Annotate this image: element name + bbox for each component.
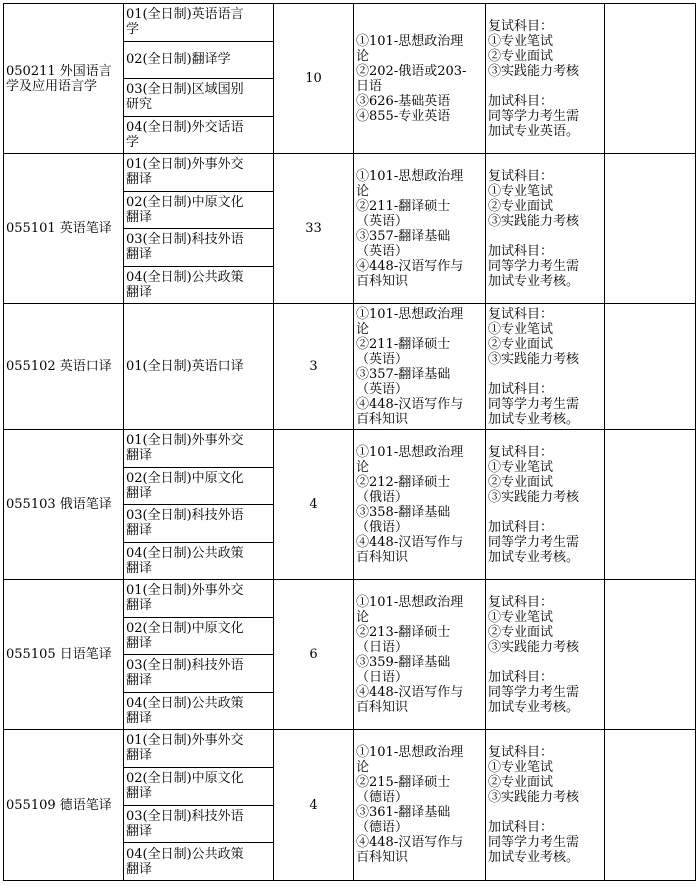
exam-subjects-cell bbox=[354, 730, 486, 881]
exam-subject-line: ④855-专业英语 bbox=[356, 108, 451, 124]
retest-line: ③实践能力考核 bbox=[488, 790, 580, 805]
enrollment-count: 10 bbox=[274, 4, 354, 154]
exam-subject-line: （日语） bbox=[356, 639, 409, 655]
extra-exam-line: 同等学力考生需 bbox=[488, 396, 580, 412]
table-row bbox=[4, 430, 696, 468]
exam-subject-line: （德语） bbox=[356, 790, 409, 805]
extra-exam-line: 加试专业考核。 bbox=[488, 850, 580, 865]
extra-exam-line: 同等学力考生需 bbox=[488, 108, 580, 124]
exam-subject-line: ③626-基础英语 bbox=[356, 93, 451, 109]
enrollment-count: 4 bbox=[274, 430, 354, 580]
extra-exam-line: 加试科目： bbox=[488, 519, 554, 535]
exam-subjects-cell bbox=[354, 430, 486, 580]
admissions-table bbox=[3, 3, 696, 881]
exam-subject-line: ①101-思想政治理 bbox=[356, 168, 464, 184]
extra-exam-line: 同等学力考生需 bbox=[488, 684, 580, 700]
retest-line: ②专业面试 bbox=[488, 775, 554, 790]
direction-text: 01(全日制)英语语言 bbox=[126, 7, 244, 23]
direction-text: 04(全日制)公共政策 bbox=[126, 695, 244, 711]
retest-line: 复试科目： bbox=[488, 306, 554, 322]
direction-text: 翻译 bbox=[126, 523, 153, 539]
extra-exam-line: 同等学力考生需 bbox=[488, 258, 580, 274]
extra-exam-line: 加试专业英语。 bbox=[488, 123, 580, 139]
spacer bbox=[488, 805, 602, 820]
retest-line: ③实践能力考核 bbox=[488, 351, 580, 367]
direction-cell bbox=[124, 266, 274, 304]
direction-text: 翻译 bbox=[126, 635, 153, 651]
direction-text: 翻译 bbox=[126, 861, 153, 877]
retest-line: 复试科目： bbox=[488, 444, 554, 460]
major-text: 055105 日语笔译 bbox=[6, 647, 112, 662]
direction-text: 翻译 bbox=[126, 673, 153, 689]
extra-exam-line: 加试专业考核。 bbox=[488, 699, 580, 715]
retest-line: 复试科目： bbox=[488, 18, 554, 34]
direction-text: 翻译 bbox=[126, 748, 153, 764]
retest-line: ②专业面试 bbox=[488, 474, 554, 490]
direction-text: 02(全日制)中原文化 bbox=[126, 771, 244, 787]
major-cell bbox=[4, 430, 124, 580]
direction-cell bbox=[124, 617, 274, 655]
retest-line: ③实践能力考核 bbox=[488, 213, 580, 229]
direction-text: 学 bbox=[126, 134, 140, 150]
exam-subject-line: （英语） bbox=[356, 243, 409, 259]
direction-text: 04(全日制)公共政策 bbox=[126, 545, 244, 561]
retest-line: ②专业面试 bbox=[488, 336, 554, 352]
direction-cell bbox=[124, 191, 274, 229]
direction-text: 翻译 bbox=[126, 172, 153, 188]
retest-line: ②专业面试 bbox=[488, 198, 554, 214]
exam-subjects-cell bbox=[354, 154, 486, 304]
exam-subject-line: ④448-汉语写作与 bbox=[356, 258, 464, 274]
exam-subject-line: （英语） bbox=[356, 213, 409, 229]
direction-text: 03(全日制)科技外语 bbox=[126, 808, 244, 824]
retest-cell bbox=[486, 304, 605, 430]
retest-line: 复试科目： bbox=[488, 745, 554, 760]
direction-text: 01(全日制)外事外交 bbox=[126, 433, 244, 449]
exam-subject-line: ③359-翻译基础 bbox=[356, 654, 451, 670]
extra-exam-line: 加试专业考核。 bbox=[488, 549, 580, 565]
retest-line: ①专业笔试 bbox=[488, 760, 554, 775]
major-text: 050211 外国语言 bbox=[6, 63, 112, 79]
retest-cell bbox=[486, 730, 605, 881]
major-text: 055101 英语笔译 bbox=[6, 221, 112, 236]
retest-cell bbox=[486, 580, 605, 730]
spacer bbox=[488, 505, 602, 520]
note-cell bbox=[605, 430, 696, 580]
exam-subject-line: （德语） bbox=[356, 820, 409, 835]
direction-text: 04(全日制)外交话语 bbox=[126, 119, 244, 135]
exam-subject-line: ②211-翻译硕士 bbox=[356, 198, 451, 214]
direction-text: 02(全日制)中原文化 bbox=[126, 470, 244, 486]
retest-line: ②专业面试 bbox=[488, 48, 554, 64]
major-text: 055103 俄语笔译 bbox=[6, 497, 112, 512]
note-cell bbox=[605, 4, 696, 154]
retest-line: 复试科目： bbox=[488, 594, 554, 610]
exam-subject-line: ②202-俄语或203- bbox=[356, 63, 467, 79]
exam-subject-line: 日语 bbox=[356, 78, 383, 94]
direction-cell bbox=[124, 767, 274, 805]
enrollment-count: 6 bbox=[274, 580, 354, 730]
direction-text: 02(全日制)翻译学 bbox=[126, 52, 231, 68]
exam-subject-line: （英语） bbox=[356, 351, 409, 367]
spacer bbox=[488, 79, 602, 94]
direction-cell bbox=[124, 805, 274, 843]
exam-subject-line: （日语） bbox=[356, 669, 409, 685]
direction-text: 01(全日制)外事外交 bbox=[126, 583, 244, 599]
table-row bbox=[4, 304, 696, 430]
direction-text: 01(全日制)外事外交 bbox=[126, 157, 244, 173]
exam-subject-line: ②212-翻译硕士 bbox=[356, 474, 451, 490]
major-text: 学及应用语言学 bbox=[6, 78, 98, 94]
enrollment-count: 33 bbox=[274, 154, 354, 304]
exam-subject-line: （英语） bbox=[356, 381, 409, 397]
exam-subject-line: 论 bbox=[356, 183, 370, 199]
direction-cell bbox=[124, 580, 274, 618]
exam-subject-line: ②215-翻译硕士 bbox=[356, 775, 451, 790]
major-cell bbox=[4, 304, 124, 430]
direction-cell bbox=[124, 229, 274, 267]
exam-subject-line: ④448-汉语写作与 bbox=[356, 684, 464, 700]
exam-subject-line: 百科知识 bbox=[356, 850, 409, 865]
exam-subject-line: ③357-翻译基础 bbox=[356, 228, 451, 244]
exam-subject-line: 百科知识 bbox=[356, 273, 409, 289]
exam-subject-line: ②213-翻译硕士 bbox=[356, 624, 451, 640]
retest-line: ①专业笔试 bbox=[488, 609, 554, 625]
major-text: 055109 德语笔译 bbox=[6, 797, 112, 813]
exam-subject-line: 论 bbox=[356, 609, 370, 625]
exam-subject-line: ③357-翻译基础 bbox=[356, 366, 451, 382]
extra-exam-line: 加试科目： bbox=[488, 93, 554, 109]
exam-subject-line: ④448-汉语写作与 bbox=[356, 396, 464, 412]
direction-cell bbox=[124, 430, 274, 468]
extra-exam-line: 同等学力考生需 bbox=[488, 835, 580, 850]
direction-text: 翻译 bbox=[126, 485, 153, 501]
direction-cell bbox=[124, 304, 274, 430]
enrollment-count: 3 bbox=[274, 304, 354, 430]
direction-cell bbox=[124, 79, 274, 117]
table-row bbox=[4, 580, 696, 618]
direction-cell bbox=[124, 542, 274, 580]
direction-text: 翻译 bbox=[126, 786, 153, 802]
direction-text: 03(全日制)科技外语 bbox=[126, 658, 244, 674]
retest-line: ②专业面试 bbox=[488, 624, 554, 640]
exam-subjects-cell bbox=[354, 4, 486, 154]
major-cell bbox=[4, 730, 124, 881]
table-body bbox=[4, 4, 696, 881]
direction-text: 翻译 bbox=[126, 209, 153, 225]
table-row bbox=[4, 4, 696, 42]
note-cell bbox=[605, 580, 696, 730]
retest-cell bbox=[486, 430, 605, 580]
extra-exam-line: 加试科目： bbox=[488, 820, 554, 835]
exam-subject-line: 论 bbox=[356, 760, 370, 775]
exam-subject-line: ②211-翻译硕士 bbox=[356, 336, 451, 352]
exam-subject-line: ①101-思想政治理 bbox=[356, 594, 464, 610]
exam-subject-line: ④448-汉语写作与 bbox=[356, 835, 464, 850]
direction-text: 02(全日制)中原文化 bbox=[126, 620, 244, 636]
direction-text: 01(全日制)外事外交 bbox=[126, 733, 244, 749]
direction-text: 04(全日制)公共政策 bbox=[126, 269, 244, 285]
exam-subject-line: （俄语） bbox=[356, 489, 409, 505]
retest-line: ①专业笔试 bbox=[488, 459, 554, 475]
extra-exam-line: 加试科目： bbox=[488, 381, 554, 397]
retest-cell bbox=[486, 154, 605, 304]
extra-exam-line: 加试专业考核。 bbox=[488, 273, 580, 289]
exam-subject-line: 论 bbox=[356, 321, 370, 337]
exam-subject-line: 论 bbox=[356, 48, 370, 64]
exam-subject-line: 论 bbox=[356, 459, 370, 475]
spacer bbox=[488, 367, 602, 382]
extra-exam-line: 加试科目： bbox=[488, 243, 554, 259]
exam-subject-line: ③361-翻译基础 bbox=[356, 805, 451, 820]
direction-text: 翻译 bbox=[126, 448, 153, 464]
exam-subject-line: ①101-思想政治理 bbox=[356, 306, 464, 322]
exam-subject-line: 百科知识 bbox=[356, 411, 409, 427]
table-row bbox=[4, 730, 696, 768]
major-cell bbox=[4, 580, 124, 730]
exam-subject-line: ①101-思想政治理 bbox=[356, 444, 464, 460]
direction-cell bbox=[124, 692, 274, 730]
exam-subject-line: ①101-思想政治理 bbox=[356, 33, 464, 49]
direction-cell bbox=[124, 4, 274, 42]
direction-text: 翻译 bbox=[126, 823, 153, 839]
table-row bbox=[4, 154, 696, 192]
retest-line: 复试科目： bbox=[488, 168, 554, 184]
direction-text: 02(全日制)中原文化 bbox=[126, 194, 244, 210]
direction-cell bbox=[124, 116, 274, 154]
retest-cell bbox=[486, 4, 605, 154]
extra-exam-line: 加试科目： bbox=[488, 669, 554, 685]
direction-text: 01(全日制)英语口译 bbox=[126, 359, 244, 374]
extra-exam-line: 同等学力考生需 bbox=[488, 534, 580, 550]
direction-cell bbox=[124, 505, 274, 543]
direction-text: 04(全日制)公共政策 bbox=[126, 846, 244, 862]
direction-text: 学 bbox=[126, 22, 140, 38]
extra-exam-line: 加试专业考核。 bbox=[488, 411, 580, 427]
exam-subjects-cell bbox=[354, 580, 486, 730]
retest-line: ①专业笔试 bbox=[488, 33, 554, 49]
direction-text: 研究 bbox=[126, 97, 153, 113]
retest-line: ③实践能力考核 bbox=[488, 63, 580, 79]
spacer bbox=[488, 229, 602, 244]
direction-text: 翻译 bbox=[126, 247, 153, 263]
direction-text: 03(全日制)科技外语 bbox=[126, 508, 244, 524]
major-text: 055102 英语口译 bbox=[6, 359, 112, 374]
retest-line: ①专业笔试 bbox=[488, 183, 554, 199]
exam-subject-line: 百科知识 bbox=[356, 549, 409, 565]
exam-subject-line: （俄语） bbox=[356, 519, 409, 535]
major-cell bbox=[4, 4, 124, 154]
direction-cell bbox=[124, 843, 274, 881]
note-cell bbox=[605, 154, 696, 304]
direction-text: 03(全日制)科技外语 bbox=[126, 232, 244, 248]
note-cell bbox=[605, 304, 696, 430]
direction-cell bbox=[124, 655, 274, 693]
direction-text: 翻译 bbox=[126, 598, 153, 614]
retest-line: ③实践能力考核 bbox=[488, 489, 580, 505]
spacer bbox=[488, 655, 602, 670]
note-cell bbox=[605, 730, 696, 881]
enrollment-count: 4 bbox=[274, 730, 354, 881]
exam-subjects-cell bbox=[354, 304, 486, 430]
direction-text: 03(全日制)区域国别 bbox=[126, 82, 244, 98]
direction-text: 翻译 bbox=[126, 710, 153, 726]
retest-line: ①专业笔试 bbox=[488, 321, 554, 337]
exam-subject-line: ④448-汉语写作与 bbox=[356, 534, 464, 550]
retest-line: ③实践能力考核 bbox=[488, 639, 580, 655]
exam-subject-line: 百科知识 bbox=[356, 699, 409, 715]
direction-cell bbox=[124, 154, 274, 192]
direction-text: 翻译 bbox=[126, 284, 153, 300]
direction-cell bbox=[124, 467, 274, 505]
direction-text: 翻译 bbox=[126, 560, 153, 576]
direction-cell bbox=[124, 41, 274, 79]
direction-cell bbox=[124, 730, 274, 768]
exam-subject-line: ①101-思想政治理 bbox=[356, 745, 464, 760]
major-cell bbox=[4, 154, 124, 304]
exam-subject-line: ③358-翻译基础 bbox=[356, 504, 451, 520]
